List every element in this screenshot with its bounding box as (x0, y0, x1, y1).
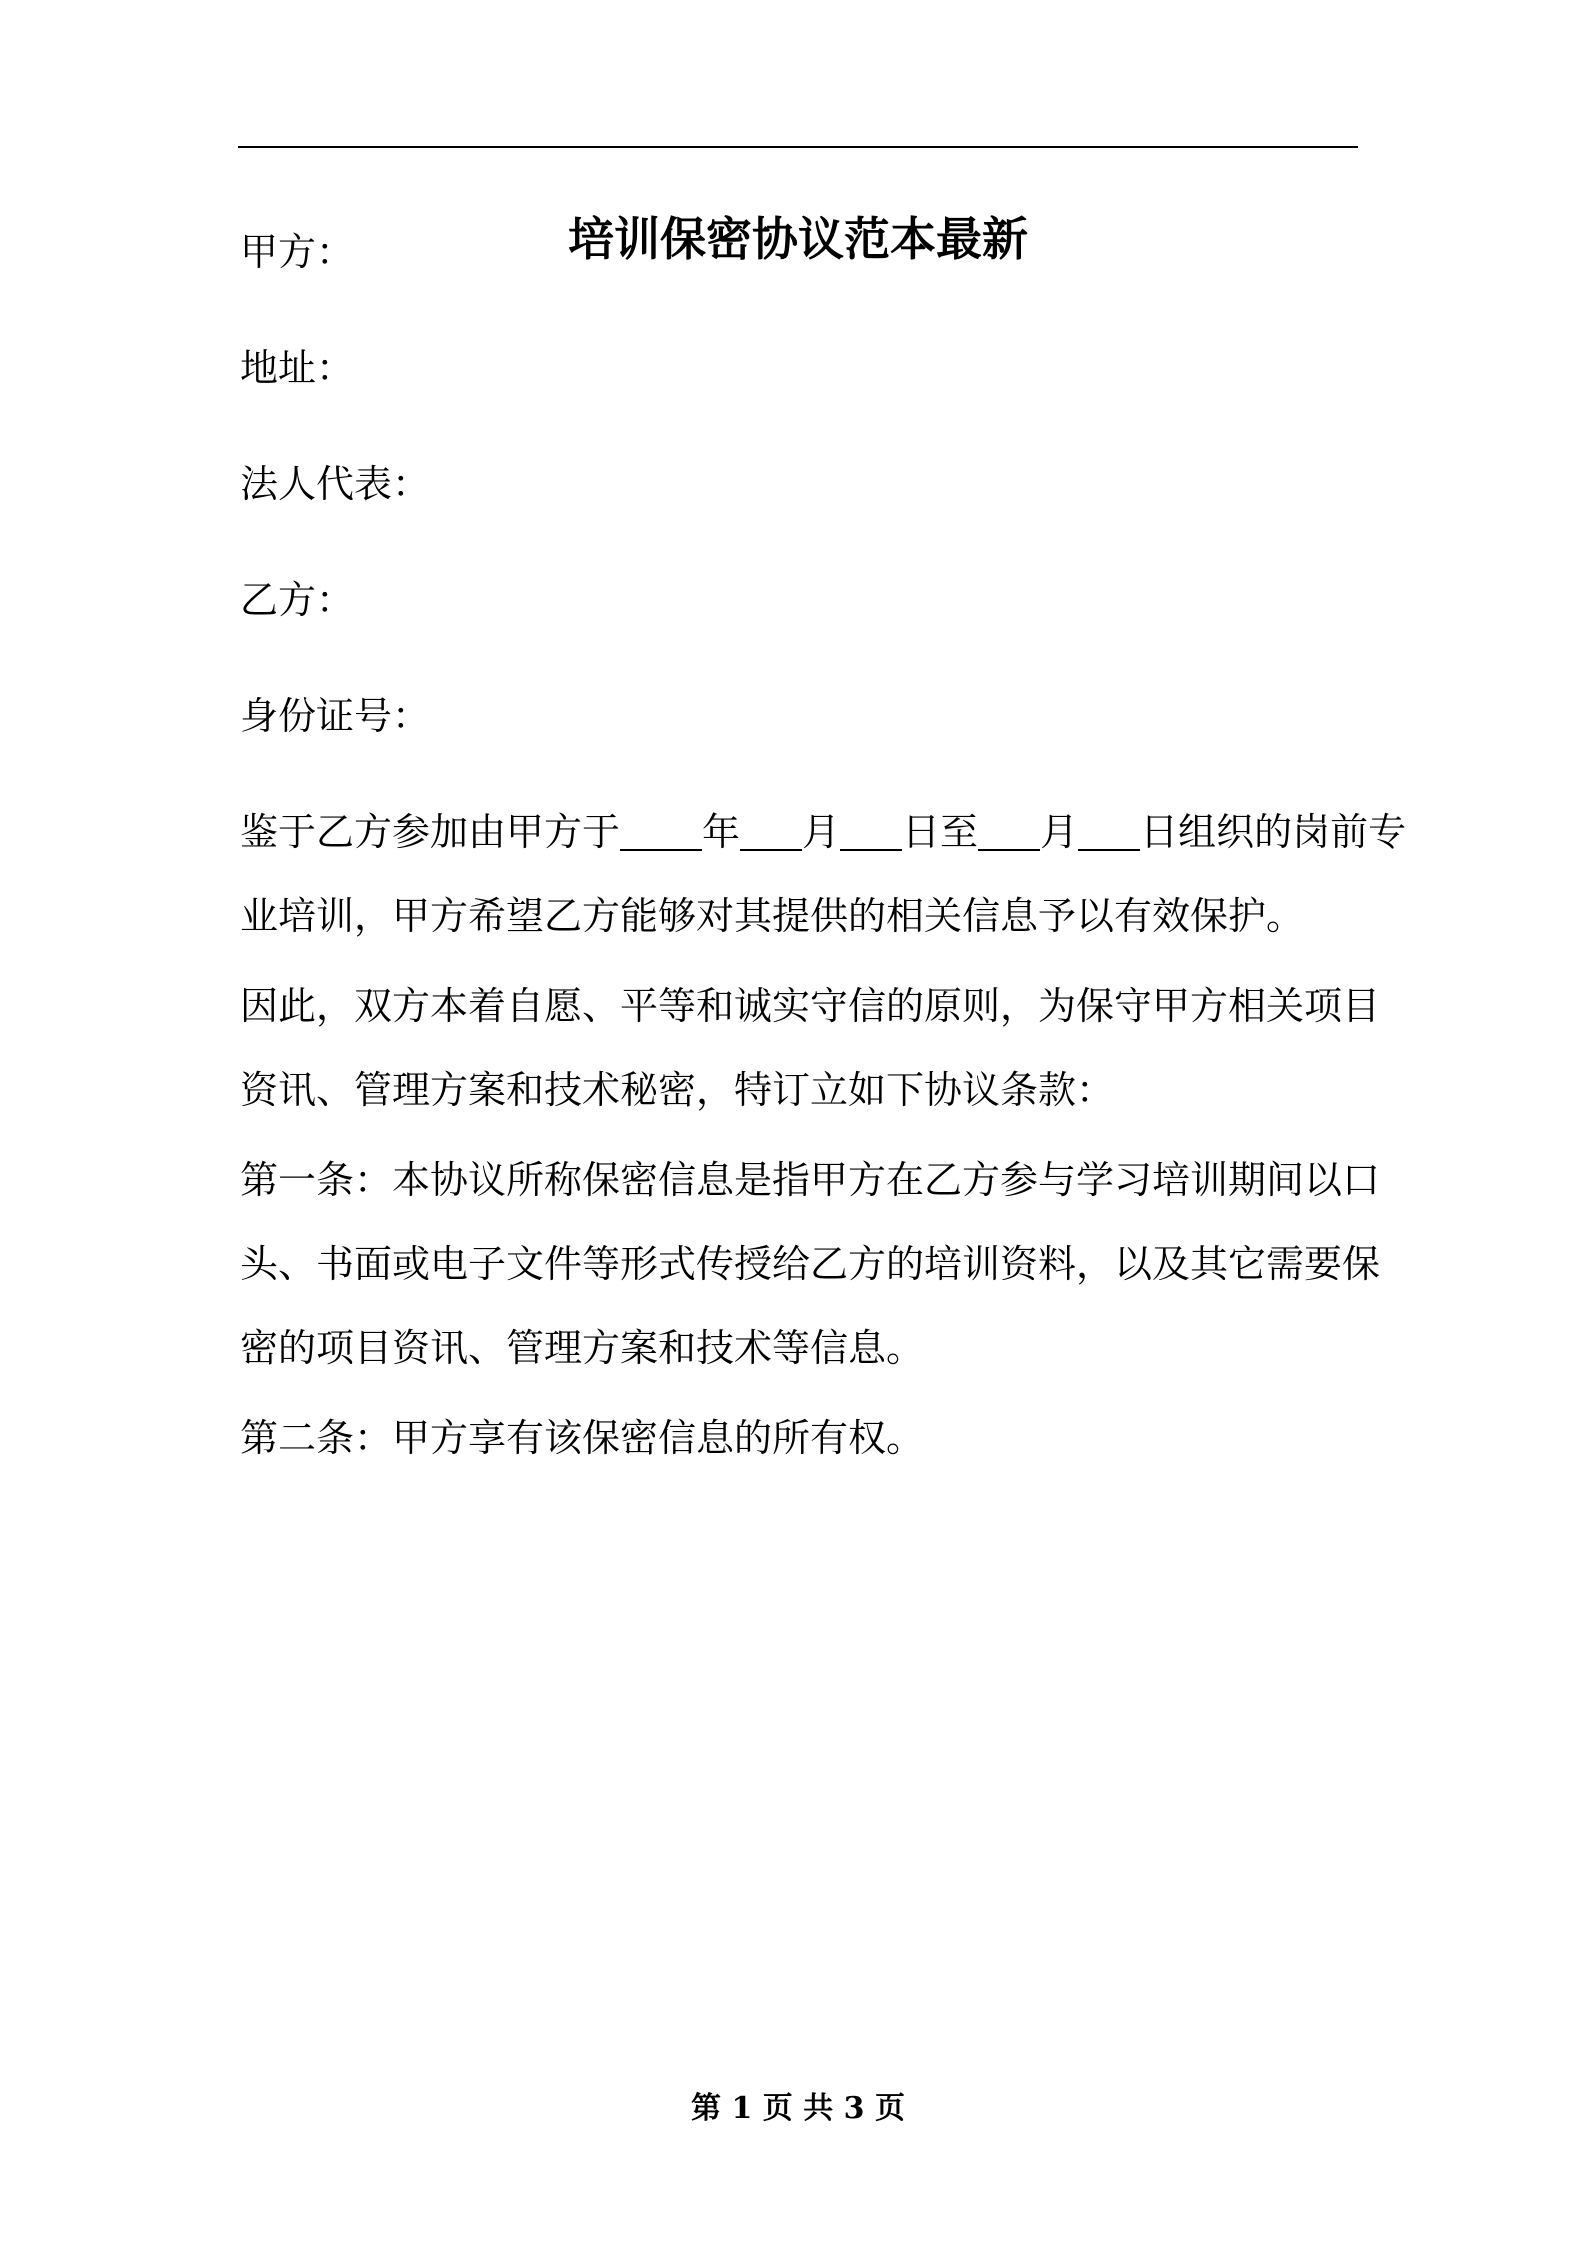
field-party-a: 甲方： (240, 230, 355, 274)
recital-text: 月 (802, 810, 841, 854)
article-1-paragraph (240, 1138, 1381, 1390)
recital-text: 日组织的岗前专 (1140, 810, 1407, 854)
blank-end-day[interactable] (1078, 815, 1140, 851)
field-legal-rep: 法人代表： (240, 462, 431, 506)
recital-line-2: 业培训，甲方希望乙方能够对其提供的相关信息予以有效保护。 (240, 894, 1305, 938)
recital-text: 日至 (902, 810, 979, 854)
blank-year[interactable] (620, 815, 702, 851)
document-title: 培训保密协议范本最新 (568, 212, 1028, 266)
blank-start-month[interactable] (740, 815, 802, 851)
therefore-line-1: 因此，双方本着自愿、平等和诚实守信的原则，为保守甲方相关项目 (240, 984, 1381, 1028)
field-address: 地址： (240, 346, 355, 390)
therefore-paragraph (240, 964, 1381, 1132)
header-rule (238, 146, 1358, 148)
article-1-line-3: 密的项目资讯、管理方案和技术等信息。 (240, 1326, 925, 1370)
article-1-line-2: 头、书面或电子文件等形式传授给乙方的培训资料，以及其它需要保 (240, 1242, 1381, 1286)
field-id-number: 身份证号： (240, 694, 431, 738)
recital-text: 鉴于乙方参加由甲方于 (240, 810, 621, 854)
blank-end-month[interactable] (978, 815, 1040, 851)
article-1-line-1: 第一条：本协议所称保密信息是指甲方在乙方参与学习培训期间以口 (240, 1158, 1381, 1202)
field-party-b: 乙方： (240, 578, 355, 622)
blank-start-day[interactable] (840, 815, 902, 851)
recital-text: 月 (1040, 810, 1079, 854)
article-2-paragraph: 第二条：甲方享有该保密信息的所有权。 (240, 1416, 925, 1460)
recital-text: 年 (702, 810, 741, 854)
recital-line-1 (240, 790, 1407, 874)
page-number: 第 1 页 共 3 页 (691, 2091, 905, 2126)
recital-paragraph (240, 790, 1407, 958)
therefore-line-2: 资讯、管理方案和技术秘密，特订立如下协议条款： (240, 1068, 1115, 1112)
